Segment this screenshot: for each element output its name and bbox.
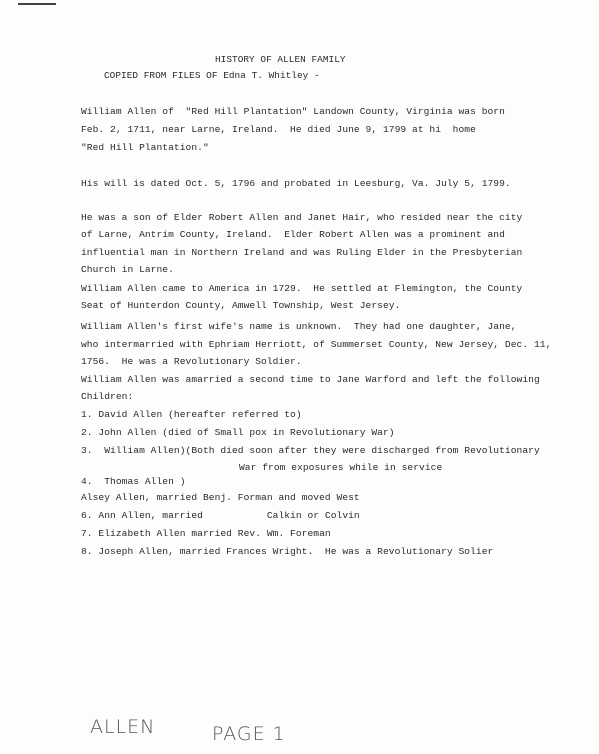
text-line: of Larne, Antrim County, Ireland. Elder Robert Allen was a prominent and <box>81 229 505 240</box>
text-line: His will is dated Oct. 5, 1796 and probated in Leesburg, Va. July 5, 1799. <box>81 178 511 189</box>
text-line: influential man in Northern Ireland and was Ruling Elder in the Presbyterian <box>81 247 523 258</box>
text-line: William Allen was amarried a second time to Jane Warford and left the following <box>81 374 540 385</box>
text-line: William Allen's first wife's name is unknown. They had one daughter, Jane, <box>81 321 517 332</box>
list-item: 1. David Allen (hereafter referred to) <box>81 409 302 420</box>
text-line: "Red Hill Plantation." <box>81 142 209 153</box>
text-line: Church in Larne. <box>81 264 174 275</box>
handwritten-page-number: PAGE 1 <box>212 723 286 745</box>
text-line: William Allen came to America in 1729. He settled at Flemington, the County <box>81 283 523 294</box>
text-line: who intermarried with Ephriam Herriott, of Summerset County, New Jersey, Dec. 11, <box>81 339 552 350</box>
list-item: Alsey Allen, married Benj. Forman and moved West <box>81 492 360 503</box>
list-item: 6. Ann Allen, married Calkin or Colvin <box>81 510 360 521</box>
document-title: HISTORY OF ALLEN FAMILY <box>215 54 346 65</box>
handwritten-name: ALLEN <box>90 716 156 738</box>
list-item-continuation: War from exposures while in service <box>239 462 443 473</box>
list-item: 2. John Allen (died of Small pox in Revolutionary War) <box>81 427 395 438</box>
text-line: He was a son of Elder Robert Allen and Janet Hair, who resided near the city <box>81 212 523 223</box>
text-line: Feb. 2, 1711, near Larne, Ireland. He died June 9, 1799 at hi home <box>81 124 476 135</box>
corner-mark <box>18 3 56 5</box>
text-line: William Allen of "Red Hill Plantation" Landown County, Virginia was born <box>81 106 505 117</box>
list-item: 8. Joseph Allen, married Frances Wright. He was a Revolutionary Solier <box>81 546 494 557</box>
list-item: 4. Thomas Allen ) <box>81 476 186 487</box>
text-line: 1756. He was a Revolutionary Soldier. <box>81 356 302 367</box>
text-line: Children: <box>81 391 134 402</box>
list-item: 7. Elizabeth Allen married Rev. Wm. Foreman <box>81 528 331 539</box>
list-item: 3. William Allen)(Both died soon after they were discharged from Revolutionary <box>81 445 540 456</box>
document-subtitle: COPIED FROM FILES OF Edna T. Whitley - <box>104 70 320 81</box>
text-line: Seat of Hunterdon County, Amwell Township, West Jersey. <box>81 300 401 311</box>
